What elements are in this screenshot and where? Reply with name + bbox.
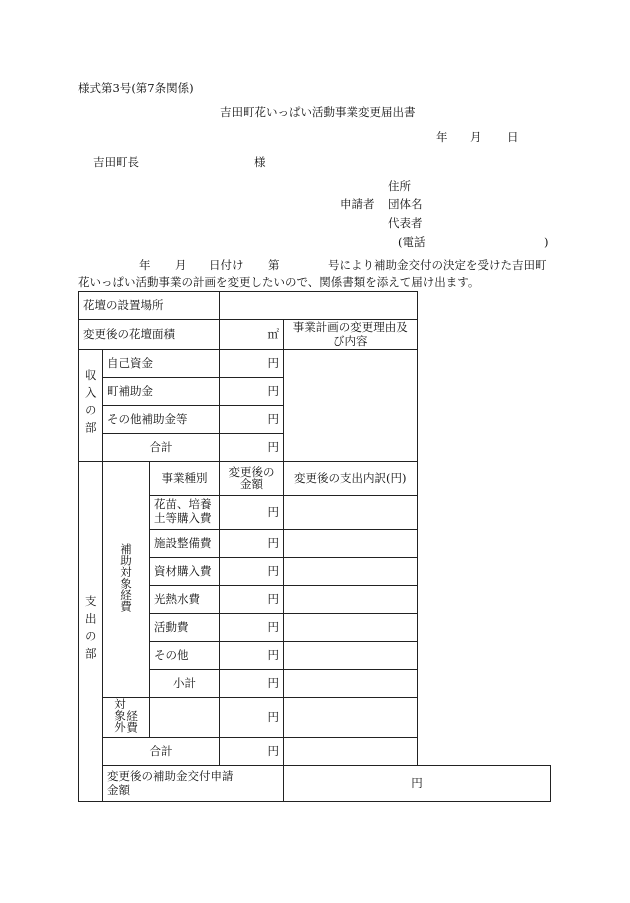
income-section-label (79, 349, 103, 461)
breakdown-cell[interactable] (284, 669, 417, 697)
form-number: 様式第3号(第7条関係) (78, 81, 194, 95)
breakdown-cell[interactable] (284, 641, 417, 669)
non-target-row (79, 697, 551, 737)
location-value[interactable] (220, 292, 417, 320)
expense-item-seedlings-line1: 花苗、培養 (154, 497, 212, 512)
breakdown-cell[interactable] (284, 495, 417, 529)
yen-unit[interactable]: 円 (220, 433, 284, 461)
non-target-label (103, 697, 150, 737)
breakdown-cell[interactable] (284, 613, 417, 641)
area-row (79, 320, 551, 350)
body-year: 年 (139, 258, 151, 272)
applicant-label: 申請者 (340, 197, 375, 211)
date-year-label: 年 (436, 130, 448, 144)
income-section-text: 収入の部 (83, 368, 98, 439)
breakdown-cell[interactable] (284, 737, 417, 765)
expense-row (79, 495, 551, 529)
income-item-own-funds: 自己資金 (103, 349, 220, 377)
expense-item-seedlings (150, 495, 220, 529)
subtotal-label: 小計 (150, 669, 220, 697)
non-target-text-2: 経費 (125, 709, 140, 733)
body-no: 第 (268, 258, 280, 272)
income-row (79, 349, 551, 377)
applicant-group-label: 団体名 (388, 197, 423, 211)
income-item-other-subsidy: その他補助金等 (103, 405, 220, 433)
honorific: 様 (254, 155, 266, 169)
reason-content[interactable] (284, 349, 417, 461)
body-line1-rest: 号により補助金交付の決定を受けた吉田町 (328, 258, 547, 272)
date-month-label: 月 (470, 130, 482, 144)
expense-header-row (79, 461, 551, 495)
yen-unit[interactable]: 円 (220, 669, 284, 697)
breakdown-cell[interactable] (284, 585, 417, 613)
subsidy-target-label (103, 461, 150, 697)
expense-item-utilities: 光熱水費 (150, 585, 220, 613)
body-line2: 花いっぱい活動事業の計画を変更したいので、関係書類を添えて届け出ます。 (78, 275, 480, 289)
location-row (79, 292, 551, 320)
body-month: 月 (175, 258, 187, 272)
expense-row (79, 641, 551, 669)
expense-section-text: 支出の部 (83, 594, 98, 665)
expense-item-seedlings-line2: 土等購入費 (154, 511, 212, 526)
expense-total-row (79, 737, 551, 765)
yen-unit[interactable]: 円 (220, 697, 284, 737)
amount-header-line1: 変更後の (228, 464, 275, 479)
applicant-phone-open: (電話 (398, 235, 426, 249)
income-total-label: 合計 (103, 433, 220, 461)
expense-item-facility: 施設整備費 (150, 529, 220, 557)
reason-header: 事業計画の変更理由及び内容 (284, 320, 417, 350)
final-amount-label-line1: 変更後の補助金交付申請 (107, 768, 234, 783)
non-target-text-1: 対象外 (113, 698, 127, 733)
breakdown-cell[interactable] (284, 557, 417, 585)
final-amount-label-line2: 金額 (107, 783, 130, 798)
final-amount-value[interactable]: 円 (284, 765, 551, 801)
body-day: 日付け (209, 258, 244, 272)
breakdown-cell[interactable] (284, 697, 417, 737)
form-table (78, 291, 551, 802)
expense-item-other: その他 (150, 641, 220, 669)
expense-row (79, 529, 551, 557)
expense-total-label: 合計 (103, 737, 220, 765)
date-day-label: 日 (507, 130, 519, 144)
income-item-town-subsidy: 町補助金 (103, 377, 220, 405)
expense-row (79, 613, 551, 641)
applicant-phone-close: ) (544, 235, 549, 249)
yen-unit[interactable]: 円 (220, 613, 284, 641)
location-label: 花壇の設置場所 (79, 292, 220, 320)
yen-unit[interactable]: 円 (220, 377, 284, 405)
document-title: 吉田町花いっぱい活動事業変更届出書 (220, 105, 416, 119)
yen-unit[interactable]: 円 (220, 737, 284, 765)
amount-header (220, 461, 284, 495)
expense-section-label (79, 461, 103, 801)
breakdown-header: 変更後の支出内訳(円) (284, 461, 417, 495)
expense-item-materials: 資材購入費 (150, 557, 220, 585)
yen-unit[interactable]: 円 (220, 495, 284, 529)
amount-header-line2: 金額 (240, 477, 264, 492)
expense-row (79, 557, 551, 585)
area-unit[interactable]: ㎡ (220, 320, 284, 350)
yen-unit[interactable]: 円 (220, 641, 284, 669)
category-header: 事業種別 (150, 461, 220, 495)
expense-item-activities: 活動費 (150, 613, 220, 641)
non-target-category[interactable] (150, 697, 220, 737)
yen-unit[interactable]: 円 (220, 405, 284, 433)
breakdown-cell[interactable] (284, 529, 417, 557)
final-amount-row (79, 765, 551, 801)
applicant-representative-label: 代表者 (388, 216, 423, 230)
yen-unit[interactable]: 円 (220, 557, 284, 585)
yen-unit[interactable]: 円 (220, 529, 284, 557)
expense-row (79, 585, 551, 613)
subsidy-target-text: 補助対象経費 (119, 543, 134, 613)
yen-unit[interactable]: 円 (220, 349, 284, 377)
subtotal-row (79, 669, 551, 697)
yen-unit[interactable]: 円 (220, 585, 284, 613)
applicant-address-label: 住所 (388, 179, 411, 193)
addressee: 吉田町長 (93, 155, 139, 169)
area-label: 変更後の花壇面積 (79, 320, 220, 350)
final-amount-label (103, 765, 284, 801)
